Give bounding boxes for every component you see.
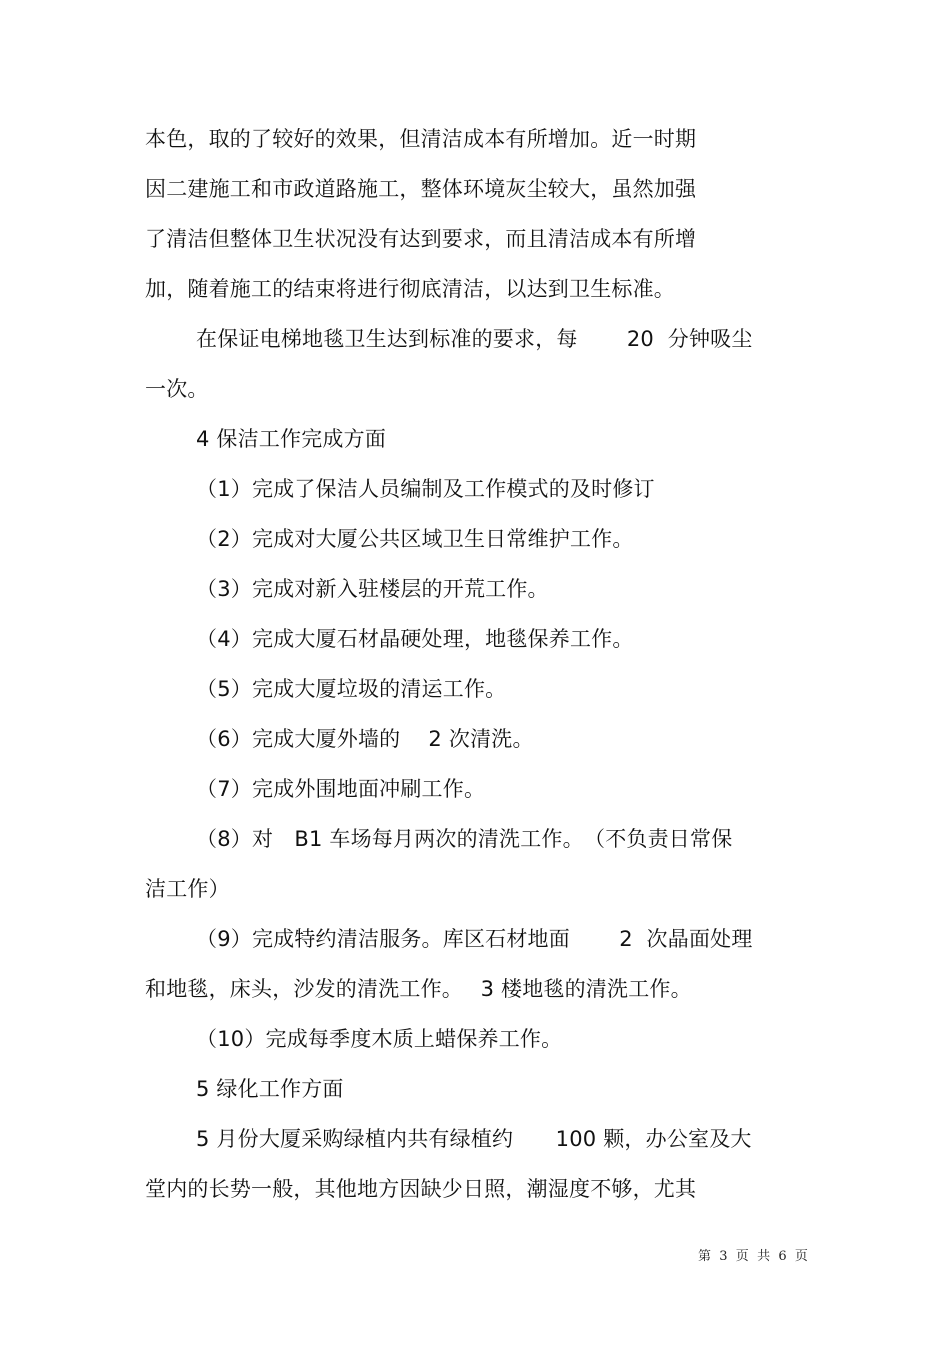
text-line: 因二建施工和市政道路施工，整体环境灰尘较大，虽然加强 bbox=[145, 177, 697, 201]
section-heading: 4 保洁工作完成方面 bbox=[196, 427, 387, 451]
text-line: 一次。 bbox=[145, 377, 209, 401]
list-item: （10）完成每季度木质上蜡保养工作。 bbox=[196, 1027, 563, 1051]
text-line: 堂内的长势一般，其他地方因缺少日照，潮湿度不够，尤其 bbox=[145, 1177, 697, 1201]
text-line: 了清洁但整体卫生状况没有达到要求，而且清洁成本有所增 bbox=[145, 227, 697, 251]
list-item: （2）完成对大厦公共区域卫生日常维护工作。 bbox=[196, 527, 634, 551]
list-item: （3）完成对新入驻楼层的开荒工作。 bbox=[196, 577, 549, 601]
list-item: （4）完成大厦石材晶硬处理，地毯保养工作。 bbox=[196, 627, 634, 651]
text-line: 洁工作） bbox=[145, 877, 230, 901]
list-item: （9）完成特约清洁服务。库区石材地面 2 次晶面处理 bbox=[196, 927, 753, 951]
list-item: （6）完成大厦外墙的 2 次清洗。 bbox=[196, 727, 534, 751]
text-line: 5 月份大厦采购绿植内共有绿植约 100 颗，办公室及大 bbox=[196, 1127, 752, 1151]
page-number-footer: 第 3 页 共 6 页 bbox=[698, 1249, 808, 1264]
text-line: 和地毯，床头，沙发的清洗工作。 3 楼地毯的清洗工作。 bbox=[145, 977, 692, 1001]
list-item: （8）对 B1 车场每月两次的清洗工作。 （不负责日常保 bbox=[196, 827, 733, 851]
text-line: 在保证电梯地毯卫生达到标准的要求，每 20 分钟吸尘 bbox=[196, 327, 753, 351]
text-line: 本色，取的了较好的效果，但清洁成本有所增加。近一时期 bbox=[145, 127, 697, 151]
list-item: （5）完成大厦垃圾的清运工作。 bbox=[196, 677, 507, 701]
text-line: 加，随着施工的结束将进行彻底清洁，以达到卫生标准。 bbox=[145, 277, 675, 301]
section-heading: 5 绿化工作方面 bbox=[196, 1077, 344, 1101]
list-item: （1）完成了保洁人员编制及工作模式的及时修订 bbox=[196, 477, 655, 501]
list-item: （7）完成外围地面冲刷工作。 bbox=[196, 777, 486, 801]
